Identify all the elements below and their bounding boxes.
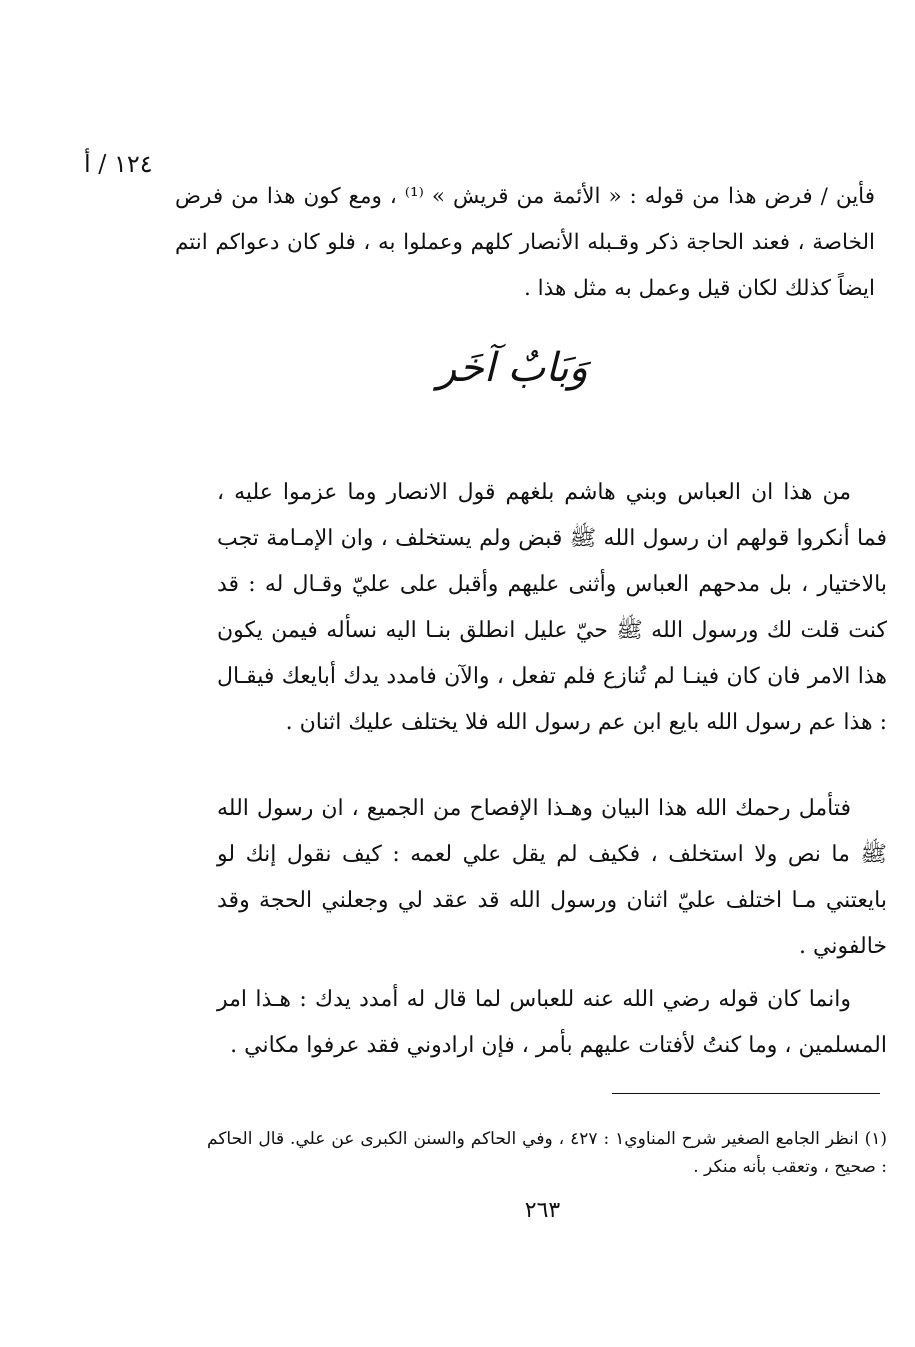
section-heading-text: وَبَابٌ آخَر [437,345,588,391]
paragraph-4: وانما كان قوله رضي الله عنه للعباس لما قال له أمدد يدك : هـذا امر المسلمين ، وما كنتُ لأفتات عليهم بأمر ، فإن ارادوني فقد عرفوا مكاني . [217,987,887,1058]
manuscript-folio-note: ١٢٤ / أ [84,150,153,178]
paragraph-1: فأين / فرض هذا من قوله : « الأئمة من قريش » ⁽¹⁾ ، ومع كون هذا من فرض الخاصة ، فعند الحاجة ذكر وقـبله الأنصار كلهم وعملوا به ، فلو كان دعواكم انتم ايضاً كذلك لكان قيل وعمل به مثل هذا . [175,183,876,301]
paragraph-3: فتأمل رحمك الله هذا البيان وهـذا الإفصاح من الجميع ، ان رسول الله ﷺ ما نص ولا استخلف ، فكيف لم يقل علي لعمه : كيف نقول إنك لو بايعتني مـا اختلف عليّ اثنان ورسول الله قد عقد لي وجعلني الحجة وقد خالفوني . [217,796,887,959]
footnote: (١) انظر الجامع الصغير شرح المناوي١ : ٤٢٧ ، وفي الحاكم والسنن الكبرى عن علي. قال الحاكم : صحيح ، وتعقب بأنه منكر . [207,1129,887,1177]
page-number: ٢٦٣ [524,1198,561,1223]
section-heading [0,345,915,391]
paragraph-2: من هذا ان العباس وبني هاشم بلغهم قول الانصار وما عزموا عليه ، فما أنكروا قولهم ان رسول الله ﷺ قبض ولم يستخلف ، وان الإمـامة تجب بالاختيار ، بل مدحهم العباس وأثنى عليهم وأقبل على عليّ وقـال له : قد كنت قلت لك ورسول الله ﷺ حيّ عليل انطلق بنـا اليه نسأله فيمن يكون هذا الامر فان كان فينـا لم تُنازع فلم تفعل ، والآن فامدد يدك أبايعك فيقـال : هذا عم رسول الله بايع ابن عم رسول الله فلا يختلف عليك اثنان . [217,480,887,735]
footnote-divider [612,1093,880,1094]
